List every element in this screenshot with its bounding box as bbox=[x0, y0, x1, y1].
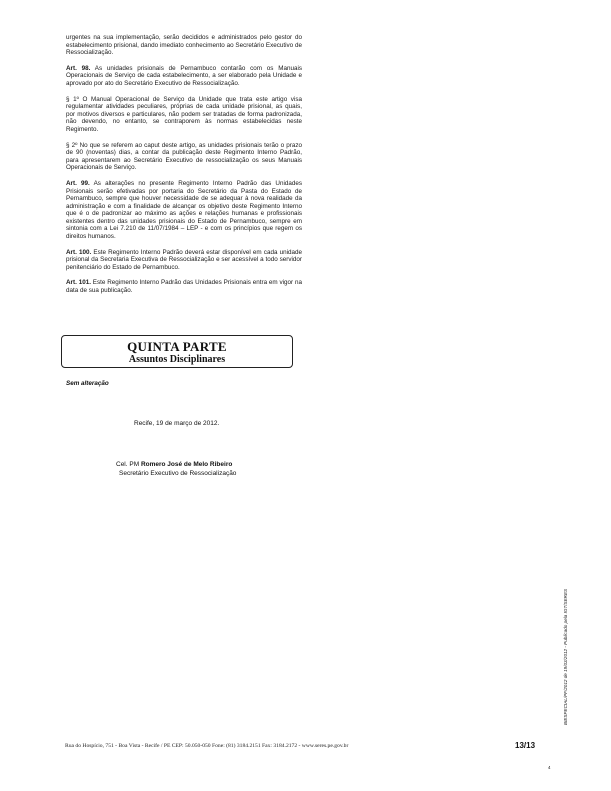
section-subtitle: Assuntos Disciplinares bbox=[128, 354, 226, 365]
article-98-label: Art. 98. bbox=[66, 64, 91, 72]
intro-paragraph: urgentes na sua implementação, serão decididos e administrados pelo gestor do estabelecimento prisional, dando imediato conhecimento ao Secretário Executivo de Ressocialização. bbox=[66, 34, 302, 57]
signer-name: Romero José de Melo Ribeiro bbox=[140, 461, 233, 468]
article-99 bbox=[66, 180, 302, 241]
paragraph-2: § 2º No que se referem ao caput deste artigo, as unidades prisionais terão o prazo de 90 (noventas) dias, a contar da publicação deste Regimento Interno Padrão, para apresentarem ao Secretário Executivo de ressocialização os seus Manuais Operacionais de Serviço. bbox=[66, 141, 302, 172]
footer-address: Rua do Hospício, 751 - Boa Vista - Recife / PE CEP: 50.050-050 Fone: (81) 3184.2151 Fax: 3184.2172 - www.seres.pe.gov.br bbox=[65, 743, 349, 749]
no-change-note: Sem alteração bbox=[66, 380, 109, 387]
article-101-text: Este Regimento Interno Padrão das Unidades Prisionais entra em vigor na data de sua publicação. bbox=[66, 279, 302, 295]
article-98 bbox=[66, 65, 302, 88]
corner-mark: 4 bbox=[548, 765, 551, 770]
signer-line bbox=[116, 461, 232, 468]
article-99-label: Art. 99. bbox=[66, 179, 90, 187]
page-number: 13/13 bbox=[515, 741, 536, 750]
article-99-text: As alterações no presente Regimento Interno Padrão das Unidades Prisionais serão efetivadas por portaria do Secretário da Pasta do Estado de Pernambuco, sempre que houver necessidade de se adequar à nova realidade da administração e com a finalidade de alcançar os objetivo deste Regimento Interno que é o de padronizar ao máximo as ações e relações humanas e profissionais existentes dentro das unidades prisionais do Estado de Pernambuco, sempre em sintonia com a Lei 7.210 de 11/07/1984 – LEP - e com os princípios que regem os direitos humanos. bbox=[66, 179, 302, 241]
paragraph-1: § 1º O Manual Operacional de Serviço da Unidade que trata este artigo visa regulamentar atividades peculiares, próprias de cada unidade prisional, as quais, por motivos diversos e particulares, não podem ser tratadas de forma padronizada, não devendo, no entanto, se contraporem às normas estabelecidas neste Regimento. bbox=[66, 95, 302, 133]
document-body bbox=[66, 34, 302, 303]
date-line: Recife, 19 de março de 2012. bbox=[134, 420, 220, 427]
article-100-label: Art. 100. bbox=[66, 248, 92, 256]
section-banner bbox=[61, 335, 293, 368]
article-100-text: Este Regimento Interno Padrão deverá estar disponível em cada unidade prisional da Secretaria Executiva de Ressocialização e ser acessível a todo servidor penitenciário do Estado de Pernambuco. bbox=[66, 248, 302, 271]
article-100 bbox=[66, 249, 302, 272]
section-title: QUINTA PARTE bbox=[127, 339, 227, 354]
article-98-text: As unidades prisionais de Pernambuco contarão com os Manuais Operacionais de Serviço de cada estabelecimento, a ser elaborado pela Unidade e aprovado por ato do Secretário Executivo de Ressocialização. bbox=[66, 64, 302, 87]
article-101 bbox=[66, 279, 302, 294]
signer-prefix: Cel. PM bbox=[116, 461, 140, 468]
signer-role: Secretário Executivo de Ressocialização bbox=[119, 470, 237, 477]
side-publication-note: BIESPECIAL/PF/2012 de 19/03/2012 - Publicado pela IGT/SERES bbox=[563, 588, 568, 725]
article-101-label: Art. 101. bbox=[66, 279, 91, 287]
